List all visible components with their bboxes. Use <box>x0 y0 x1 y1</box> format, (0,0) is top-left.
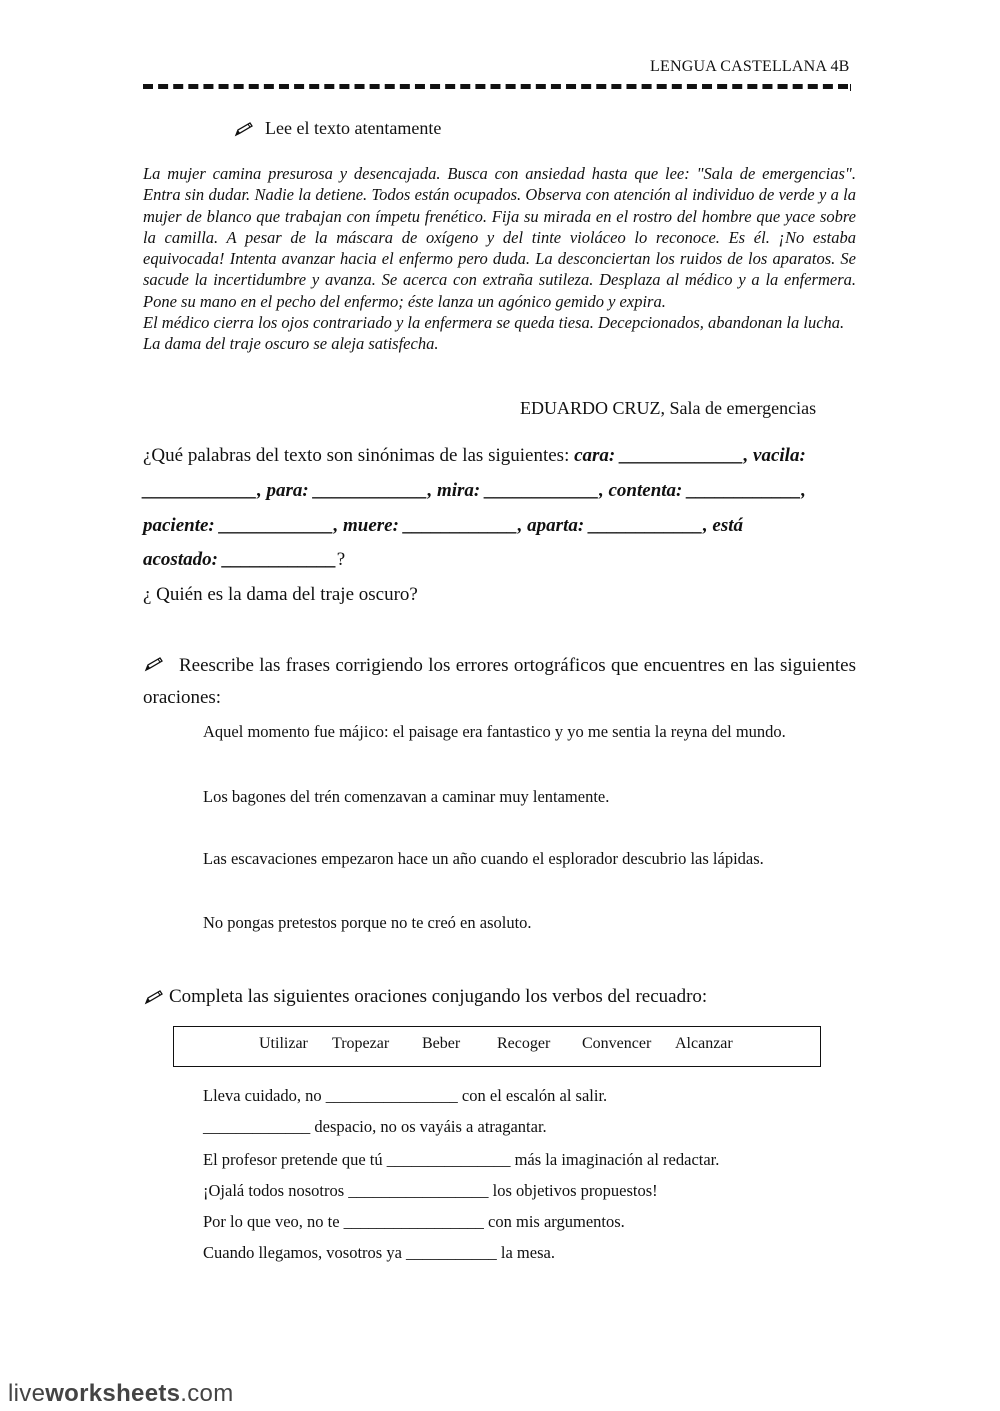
verb-item: Utilizar <box>259 1035 308 1052</box>
fill-sentence[interactable]: Por lo que veo, no te _________________ con mis argumentos. <box>203 1212 625 1231</box>
question1-line <box>143 479 858 503</box>
question1-blanks[interactable]: ____________, para: ____________, mira: ____________, contenta: ____________, <box>143 480 806 501</box>
rewrite-sentence: Los bagones del trén comenzavan a caminar muy lentamente. <box>203 787 610 806</box>
question1-line <box>143 514 858 538</box>
fill-sentence[interactable]: ¡Ojalá todos nosotros _________________ los objetivos propuestos! <box>203 1181 658 1200</box>
rewrite-sentence: No pongas pretestos porque no te creó en asoluto. <box>203 913 532 932</box>
verb-item: Beber <box>422 1035 461 1052</box>
pencil-icon <box>143 989 165 1005</box>
instruction-complete-text: Completa las siguientes oraciones conjugando los verbos del recuadro: <box>169 986 708 1007</box>
instruction-rewrite <box>143 650 856 714</box>
logo-light-text: live <box>8 1380 46 1407</box>
rewrite-sentence: Aquel momento fue májico: el paisage era fantastico y yo me sentia la reyna del mundo. <box>203 722 786 741</box>
pencil-icon <box>143 656 165 672</box>
story-paragraph: La mujer camina presurosa y desencajada. Busca con ansiedad hasta que lee: "Sala de emergencias". Entra sin dudar. Nadie la detiene. Todos están ocupados. Observa con atención al individuo de verde y a la mujer de blanco que trabajan con ímpetu frenético. Fija su mirada en el rostro del hombre que yace sobre la camilla. A pesar de la máscara de oxígeno y del tinte violáceo lo reconoce. Es él. ¡No estaba equivocada! Intenta avanzar hacia el enfermo pero duda. La desconciertan los ruidos de los aparatos. Se sacude la incertidumbre y avanza. Se acerca con extraña sutileza. Desplaza al médico y a la enfermera. Pone su mano en el pecho del enfermo; éste lanza un agónico gemido y expira. <box>143 164 856 311</box>
question1-line <box>143 444 858 468</box>
instruction-read <box>233 118 441 139</box>
fill-sentence[interactable]: El profesor pretende que tú _______________ más la imaginación al redactar. <box>203 1150 720 1169</box>
question2-text: ¿ Quién es la dama del traje oscuro? <box>143 584 418 605</box>
question1-text: ¿Qué palabras del texto son sinónimas de las siguientes: <box>143 445 575 466</box>
question1-blanks[interactable]: acostado: ____________ <box>143 549 337 570</box>
rewrite-sentence: Las escavaciones empezaron hace un año cuando el esplorador descubrio las lápidas. <box>203 849 764 868</box>
instruction-complete <box>143 986 707 1008</box>
instruction-read-text: Lee el texto atentamente <box>265 118 442 138</box>
header-dashed-rule <box>143 84 848 89</box>
verb-item: Alcanzar <box>675 1035 733 1052</box>
verb-item: Convencer <box>582 1035 652 1052</box>
story-author: EDUARDO CRUZ, Sala de emergencias <box>520 398 817 418</box>
header-title: LENGUA CASTELLANA 4B <box>650 58 850 75</box>
story-paragraph: El médico cierra los ojos contrariado y la enfermera se queda tiesa. Decepcionados, abandonan la lucha. <box>143 313 845 333</box>
question1-blanks[interactable]: paciente: ____________, muere: ____________, aparta: ____________, está <box>143 515 744 536</box>
instruction-rewrite-text: Reescribe las frases corrigiendo los errores ortográficos que encuentres en las siguientes oraciones: <box>143 655 856 708</box>
pencil-icon <box>233 121 255 137</box>
logo-tail-text: .com <box>180 1380 234 1407</box>
header-rule-end-tick <box>850 84 851 91</box>
logo-bold-text: worksheets <box>45 1380 181 1407</box>
verb-item: Tropezar <box>332 1035 390 1052</box>
question1-blanks[interactable]: cara: _____________, vacila: <box>574 445 806 466</box>
fill-sentence[interactable]: Lleva cuidado, no ________________ con el escalón al salir. <box>203 1086 608 1105</box>
story-paragraph: La dama del traje oscuro se aleja satisfecha. <box>143 334 439 354</box>
fill-sentence[interactable]: Cuando llegamos, vosotros ya ___________ la mesa. <box>203 1243 555 1262</box>
story-text <box>143 163 856 355</box>
liveworksheets-logo[interactable] <box>8 1380 234 1408</box>
fill-sentence[interactable]: _____________ despacio, no os vayáis a atragantar. <box>203 1117 547 1136</box>
verb-item: Recoger <box>497 1035 551 1052</box>
question1-mark: ? <box>336 549 346 570</box>
question1-line <box>143 548 858 572</box>
